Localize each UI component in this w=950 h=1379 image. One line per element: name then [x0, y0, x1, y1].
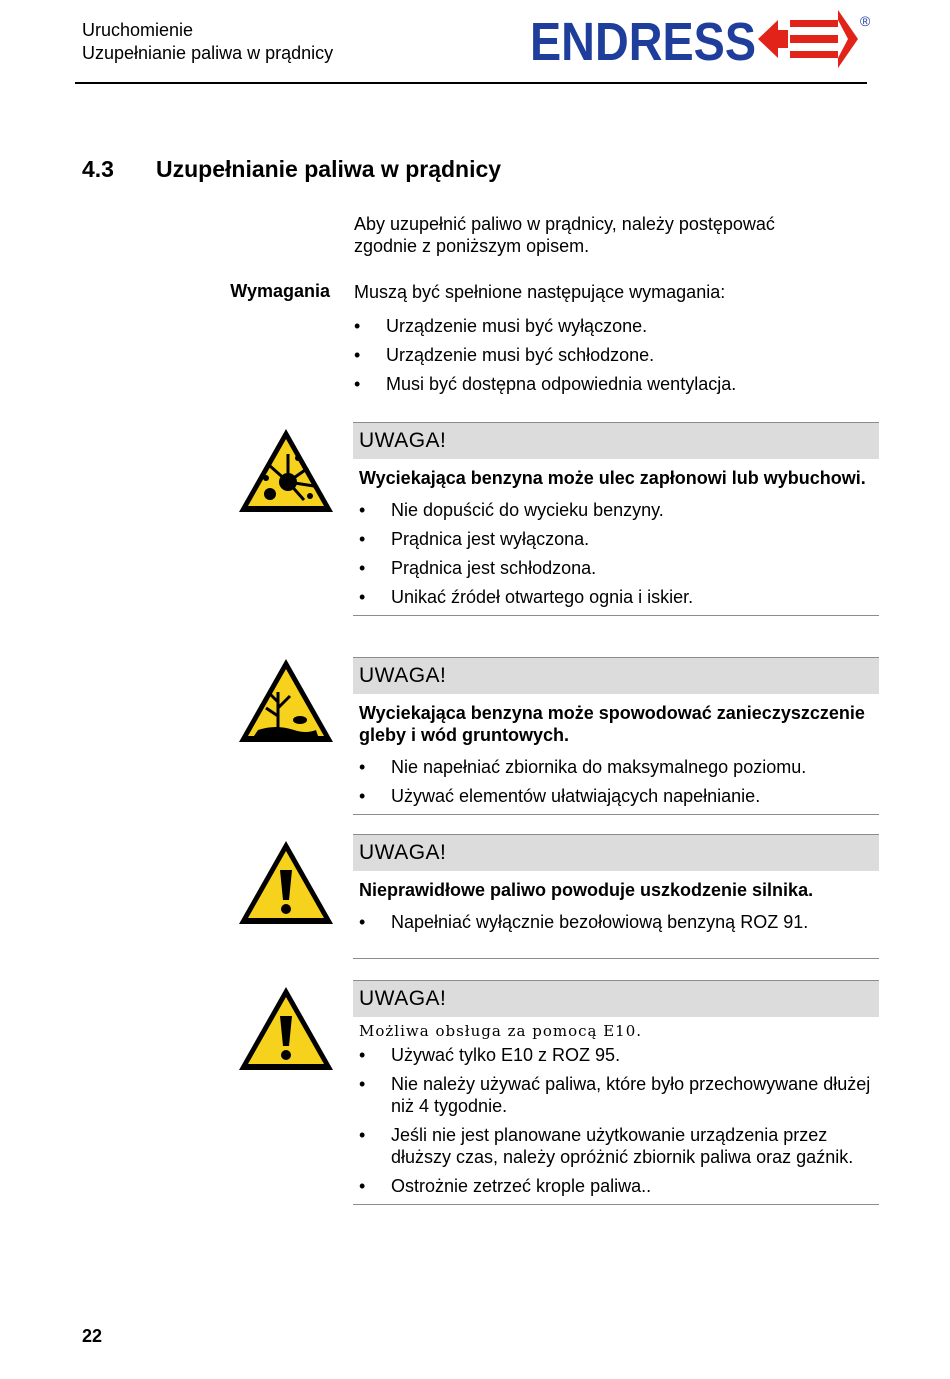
notice-header [353, 834, 879, 871]
header-section: Uzupełnianie paliwa w prądnicy [82, 43, 334, 63]
requirements-label: Wymagania [230, 281, 330, 301]
notice-heading: UWAGA! [359, 664, 447, 687]
section-title: Uzupełnianie paliwa w prądnicy [156, 156, 502, 182]
header-rule [75, 82, 867, 84]
header-chapter: Uruchomienie [82, 20, 194, 40]
list-item: • Prądnica jest schłodzona. [359, 557, 879, 579]
notice-list [353, 499, 879, 616]
list-item: • Nie dopuścić do wycieku benzyny. [359, 499, 879, 521]
notice-list [353, 756, 879, 815]
notice-lead: Możliwa obsługa za pomocą E10. [359, 1022, 643, 1040]
list-item: • Unikać źródeł otwartego ognia i iskier. [359, 586, 879, 608]
list-item: • Ostrożnie zetrzeć krople paliwa.. [359, 1175, 879, 1197]
general-warning-icon [236, 984, 336, 1074]
list-item: • Jeśli nie jest planowane użytkowanie urządzenia przez dłuższy czas, należy opróżnić zbiornik paliwa oraz gaźnik. [359, 1124, 879, 1168]
endress-logo [530, 6, 875, 70]
requirements-list [354, 315, 874, 395]
environment-hazard-icon [236, 656, 336, 746]
list-item: • Prądnica jest wyłączona. [359, 528, 879, 550]
intro-paragraph: Aby uzupełnić paliwo w prądnicy, należy postępować zgodnie z poniższym opisem. [354, 214, 775, 256]
list-item: • Nie należy używać paliwa, które było przechowywane dłużej niż 4 tygodnie. [359, 1073, 879, 1117]
notice-lead: Wyciekająca benzyna może ulec zapłonowi lub wybuchowi. [359, 468, 866, 488]
warning-notice [353, 657, 879, 815]
notice-header [353, 980, 879, 1017]
warning-notice [353, 422, 879, 616]
list-item: • Używać tylko E10 z ROZ 95. [359, 1044, 879, 1066]
explosive-warning-icon [236, 426, 336, 516]
list-item: • Napełniać wyłącznie bezołowiową benzyną ROZ 91. [359, 911, 879, 933]
notice-heading: UWAGA! [359, 429, 447, 452]
registered-mark: ® [860, 13, 871, 29]
list-item: • Musi być dostępna odpowiednia wentylacja. [354, 373, 874, 395]
logo-text: ENDRESS [530, 12, 756, 70]
page-number: 22 [82, 1326, 103, 1346]
notice-heading: UWAGA! [359, 987, 447, 1010]
notice-list [353, 1044, 879, 1205]
warning-notice [353, 834, 879, 959]
notice-header [353, 657, 879, 694]
notice-lead: Nieprawidłowe paliwo powoduje uszkodzenie silnika. [359, 880, 814, 900]
requirements-intro: Muszą być spełnione następujące wymagania: [354, 282, 726, 302]
notice-header [353, 422, 879, 459]
list-item: • Urządzenie musi być wyłączone. [354, 315, 874, 337]
notice-lead: Wyciekająca benzyna może spowodować zanieczyszczenie gleby i wód gruntowych. [359, 703, 865, 745]
section-number: 4.3 [82, 156, 114, 182]
list-item: • Używać elementów ułatwiających napełnianie. [359, 785, 879, 807]
list-item: • Urządzenie musi być schłodzone. [354, 344, 874, 366]
list-item: • Nie napełniać zbiornika do maksymalnego poziomu. [359, 756, 879, 778]
notice-list [353, 911, 879, 959]
notice-heading: UWAGA! [359, 841, 447, 864]
warning-notice [353, 980, 879, 1205]
general-warning-icon [236, 838, 336, 928]
